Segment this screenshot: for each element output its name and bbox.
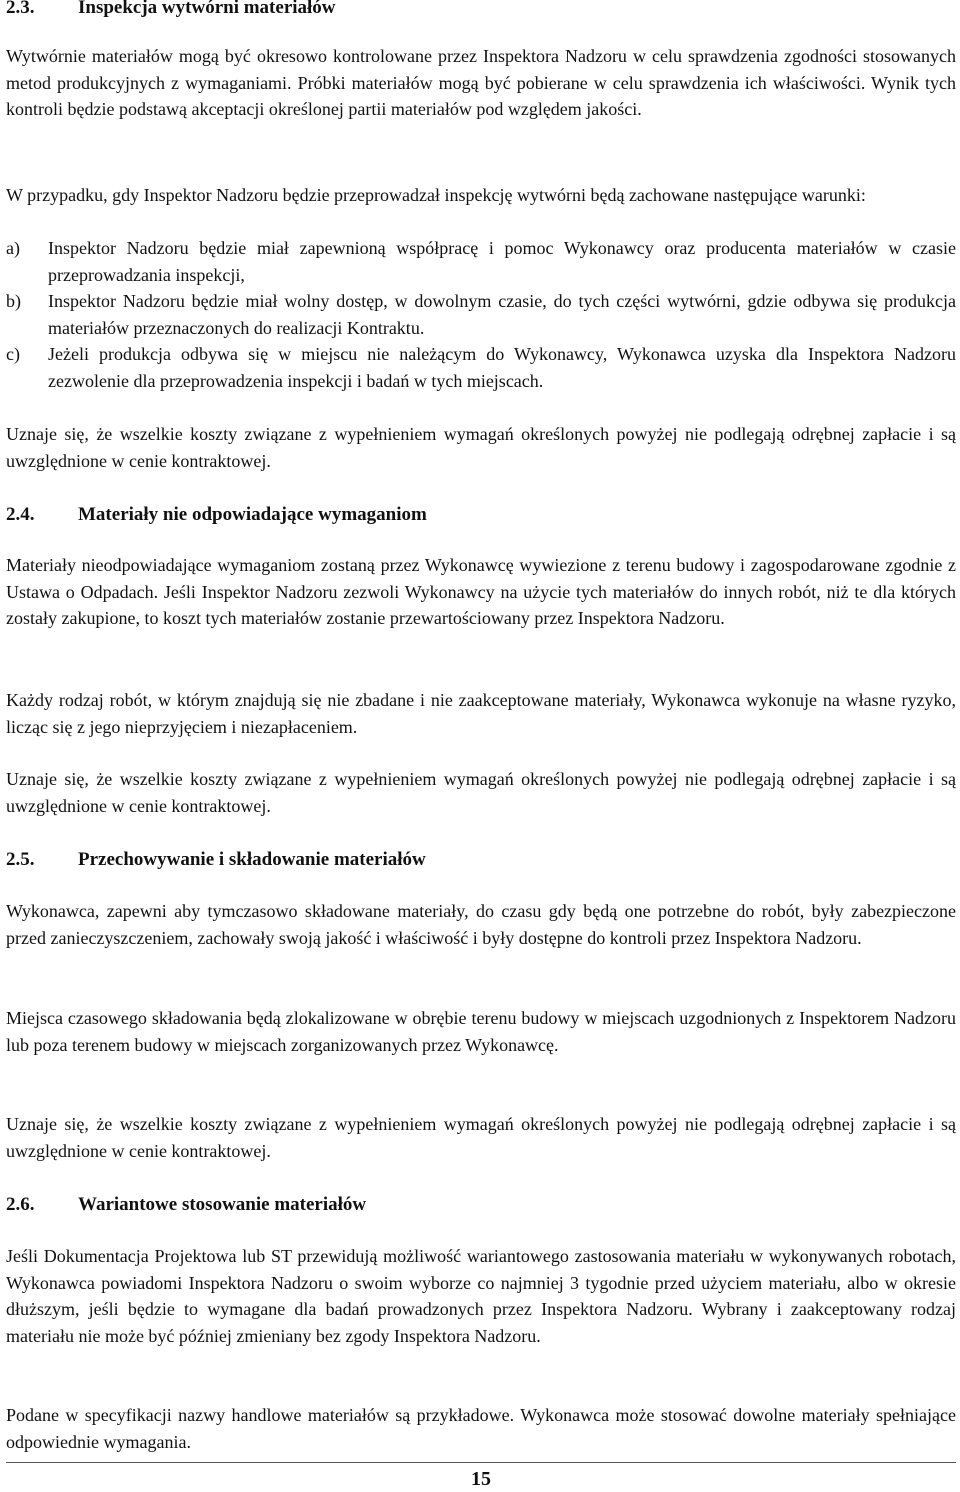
list-item-text: Jeżeli produkcja odbywa się w miejscu nie należącym do Wykonawcy, Wykonawca uzyska dla Inspektora Nadzoru zezwolenie dla przeprowadzenia inspekcji i badań w tych miejscach. xyxy=(48,344,956,391)
paragraph: Każdy rodzaj robót, w którym znajdują się nie zbadane i nie zaakceptowane materiały, Wykonawca wykonuje na własne ryzyko, licząc się z jego nieprzyjęciem i niezapłaceniem. xyxy=(6,690,956,737)
paragraph: W przypadku, gdy Inspektor Nadzoru będzie przeprowadzał inspekcję wytwórni będą zachowane następujące warunki: xyxy=(6,185,866,205)
section-number: 2.4. xyxy=(6,504,35,525)
footer-divider xyxy=(6,1462,956,1463)
section-number: 2.5. xyxy=(6,849,35,870)
paragraph: Podane w specyfikacji nazwy handlowe materiałów są przykładowe. Wykonawca może stosować dowolne materiały spełniające odpowiednie wymagania. xyxy=(6,1405,956,1452)
section-heading-2-6 xyxy=(6,1193,366,1217)
page-number: 15 xyxy=(471,1468,491,1490)
section-heading-2-3 xyxy=(6,0,336,20)
paragraph: Uznaje się, że wszelkie koszty związane z wypełnieniem wymagań określonych powyżej nie podlegają odrębnej zapłacie i są uwzględnione w cenie kontraktowej. xyxy=(6,769,956,816)
list-marker: b) xyxy=(6,291,21,311)
section-title: Wariantowe stosowanie materiałów xyxy=(78,1194,367,1215)
paragraph: Uznaje się, że wszelkie koszty związane z wypełnieniem wymagań określonych powyżej nie podlegają odrębnej zapłacie i są uwzględnione w cenie kontraktowej. xyxy=(6,1114,956,1161)
section-heading-2-4 xyxy=(6,503,427,527)
paragraph: Miejsca czasowego składowania będą zlokalizowane w obrębie terenu budowy w miejscach uzgodnionych z Inspektorem Nadzoru lub poza terenem budowy w miejscach zorganizowanych przez Wykonawcę. xyxy=(6,1008,956,1055)
list-item-text: Inspektor Nadzoru będzie miał zapewnioną współpracę i pomoc Wykonawcy oraz producenta materiałów w czasie przeprowadzania inspekcji, xyxy=(48,238,956,285)
paragraph: Jeśli Dokumentacja Projektowa lub ST przewidują możliwość wariantowego zastosowania materiału w wykonywanych robotach, Wykonawca powiadomi Inspektora Nadzoru o swoim wyborze co najmniej 3 tygodnie przed użyciem materiału, albo w okresie dłuższym, jeśli będzie to wymagane dla badań prowadzonych przez Inspektora Nadzoru. Wybrany i zaakceptowany rodzaj materiału nie może być później zmieniany bez zgody Inspektora Nadzoru. xyxy=(6,1246,956,1346)
list-item xyxy=(6,288,956,341)
list-item xyxy=(6,341,956,394)
section-title: Inspekcja wytwórni materiałów xyxy=(78,0,336,18)
paragraph: Wykonawca, zapewni aby tymczasowo składowane materiały, do czasu gdy będą one potrzebne do robót, były zabezpieczone przed zanieczyszczeniem, zachowały swoją jakość i właściwość i były dostępne do kontroli przez Inspektora Nadzoru. xyxy=(6,901,956,948)
list-item xyxy=(6,235,956,288)
list-marker: c) xyxy=(6,344,20,364)
section-number: 2.6. xyxy=(6,1194,35,1215)
list-marker: a) xyxy=(6,238,20,258)
section-title: Przechowywanie i składowanie materiałów xyxy=(78,849,426,870)
paragraph: Wytwórnie materiałów mogą być okresowo kontrolowane przez Inspektora Nadzoru w celu sprawdzenia zgodności stosowanych metod produkcyjnych z wymaganiami. Próbki materiałów mogą być pobierane w celu sprawdzenia ich właściwości. Wynik tych kontroli będzie podstawą akceptacji określonej partii materiałów pod względem jakości. xyxy=(6,46,956,119)
section-heading-2-5 xyxy=(6,848,426,872)
paragraph: Uznaje się, że wszelkie koszty związane z wypełnieniem wymagań określonych powyżej nie podlegają odrębnej zapłacie i są uwzględnione w cenie kontraktowej. xyxy=(6,424,956,471)
paragraph: Materiały nieodpowiadające wymaganiom zostaną przez Wykonawcę wywiezione z terenu budowy i zagospodarowane zgodnie z Ustawa o Odpadach. Jeśli Inspektor Nadzoru zezwoli Wykonawcy na użycie tych materiałów do innych robót, niż te dla których zostały zakupione, to koszt tych materiałów zostanie przewartościowany przez Inspektora Nadzoru. xyxy=(6,555,956,628)
section-number: 2.3. xyxy=(6,0,35,18)
list-item-text: Inspektor Nadzoru będzie miał wolny dostęp, w dowolnym czasie, do tych części wytwórni, gdzie odbywa się produkcja materiałów przeznaczonych do realizacji Kontraktu. xyxy=(48,291,956,338)
section-title: Materiały nie odpowiadające wymaganiom xyxy=(78,504,427,525)
